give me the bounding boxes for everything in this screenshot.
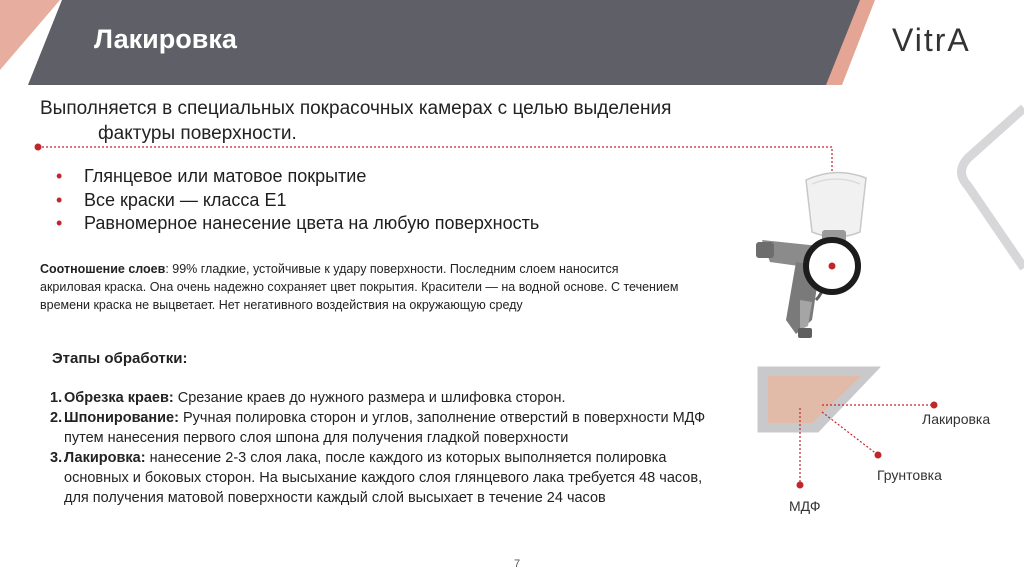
diagram-label-lacquer: Лакировка xyxy=(922,411,991,427)
list-item-text: Глянцевое или матовое покрытие xyxy=(84,166,367,186)
vitra-logo: VitrA xyxy=(892,22,971,58)
list-item-text: Равномерное нанесение цвета на любую поверхность xyxy=(84,213,540,233)
step-label: Обрезка краев: xyxy=(64,390,174,406)
step-text: нанесение 2-3 слоя лака, после каждого из которых выполняется полировка основных и боковых сторон. На высыхание каждого слоя глянцевого лака требуется 48 часов, для получения матовой поверхности каждый слой высыхает в течение 24 часов xyxy=(64,450,703,506)
intro-connector xyxy=(35,144,836,270)
list-item-text: Все краски — класса Е1 xyxy=(84,189,287,210)
step-label: Шпонирование: xyxy=(64,410,179,426)
diagram-label-mdf: МДФ xyxy=(789,498,821,514)
step-number: 1. xyxy=(50,390,63,406)
bullet-icon: • xyxy=(56,166,63,186)
layers-ratio-label: Соотношение слоев xyxy=(40,262,166,276)
slide-title: Лакировка xyxy=(94,24,237,54)
spray-gun-illustration xyxy=(756,172,866,338)
intro-line-2: фактуры поверхности. xyxy=(98,123,297,144)
step-text: Ручная полировка сторон и углов, заполнение отверстий в поверхности МДФ путем нанесения первого слоя шпона для получения гладкой поверхности xyxy=(64,410,706,446)
diagram-label-primer: Грунтовка xyxy=(877,467,942,483)
step-number: 2. xyxy=(50,410,63,426)
step-number: 3. xyxy=(50,450,63,466)
step-text: Срезание краев до нужного размера и шлифовка сторон. xyxy=(173,390,566,406)
bullet-icon: • xyxy=(56,189,63,210)
steps-title: Этапы обработки: xyxy=(52,350,188,367)
step-label: Лакировка: xyxy=(64,450,146,466)
intro-line-1: Выполняется в специальных покрасочных камерах с целью выделения xyxy=(40,98,672,119)
layers-ratio-text: : 99% гладкие, устойчивые к удару поверхности. Последним слоем наносится акриловая краска. Она очень надежно сохраняет цвет покрытия. Красители — на водной основе. С течением времени краска не выцветает. Нет негативного воздействия на окружающую среду xyxy=(40,262,679,312)
bullet-icon: • xyxy=(56,213,63,233)
page-number: 7 xyxy=(514,558,521,570)
